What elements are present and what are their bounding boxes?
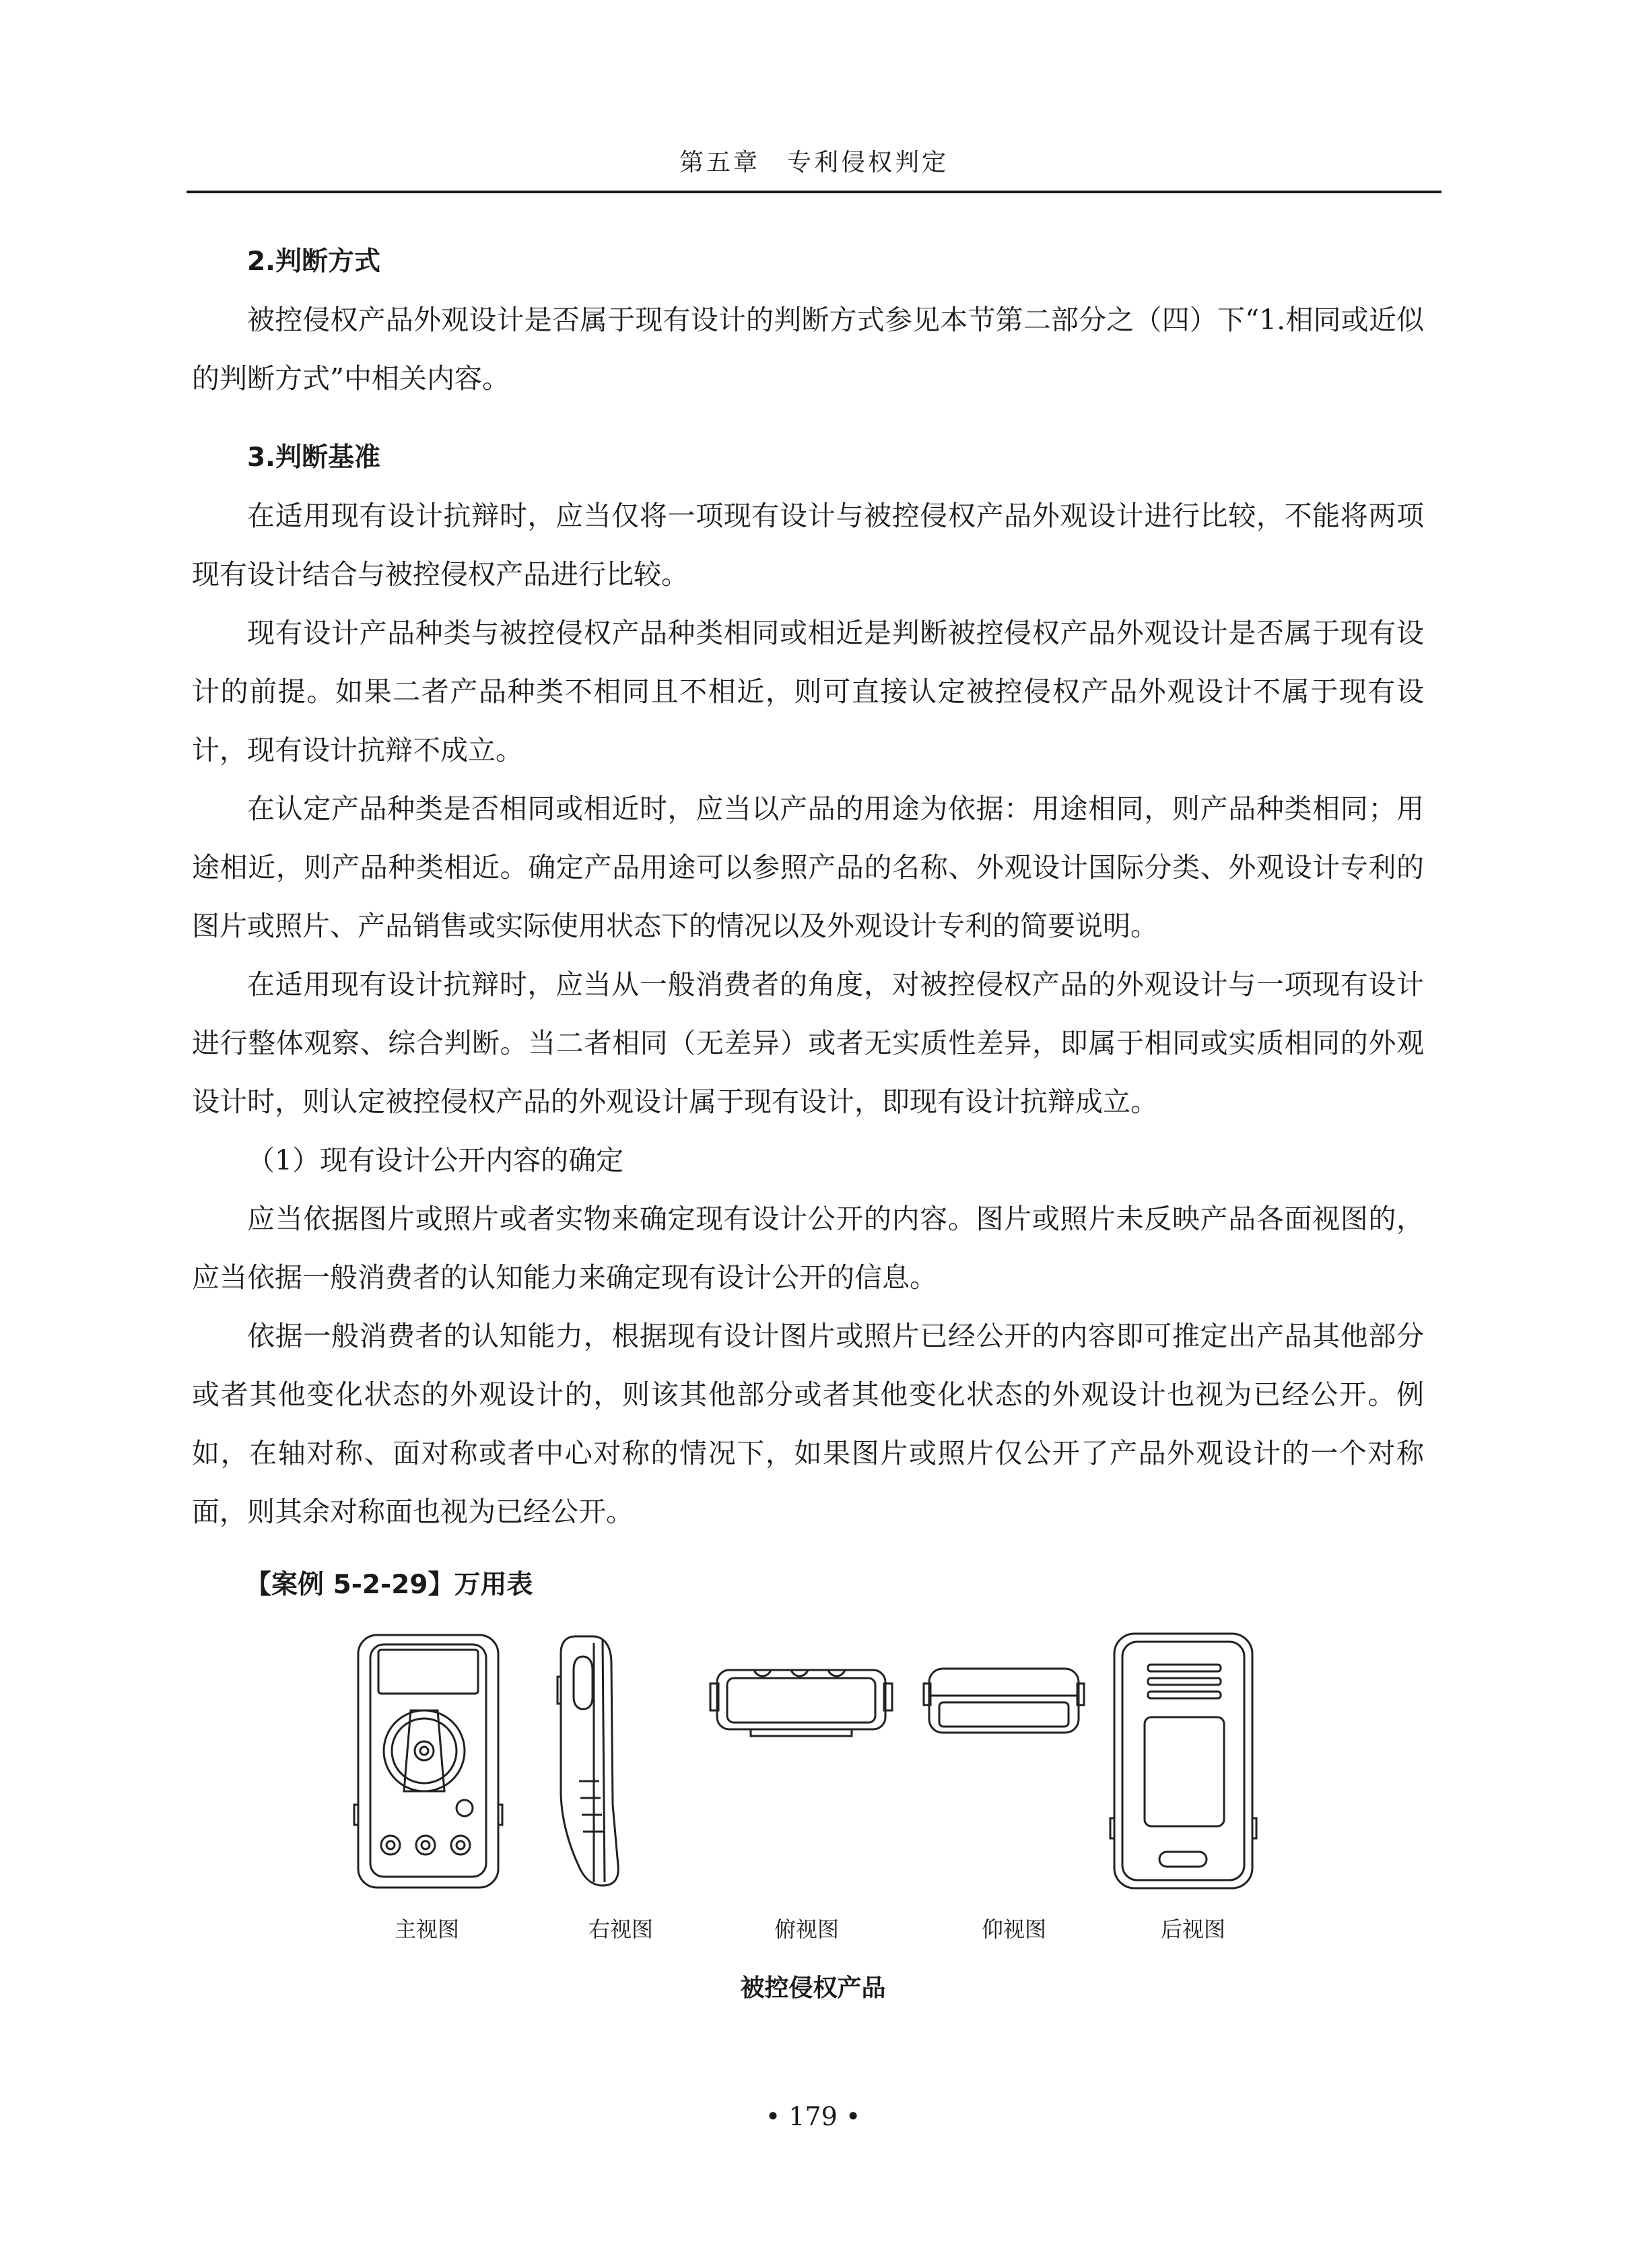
view-label-back: 后视图 bbox=[1160, 1916, 1226, 1942]
paragraph: 现有设计产品种类与被控侵权产品种类相同或相近是判断被控侵权产品外观设计是否属于现有设计的前提。如果二者产品种类不相同且不相近，则可直接认定被控侵权产品外观设计不属于现有设计，现有设计抗辩不成立。 bbox=[192, 617, 1424, 766]
paragraph: 被控侵权产品外观设计是否属于现有设计的判断方式参见本节第二部分之（四）下“1.相同或近似的判断方式”中相关内容。 bbox=[192, 304, 1424, 395]
paragraph: 在认定产品种类是否相同或相近时，应当以产品的用途为依据：用途相同，则产品种类相同；用途相近，则产品种类相近。确定产品用途可以参照产品的名称、外观设计国际分类、外观设计专利的图片或照片、产品销售或实际使用状态下的情况以及外观设计专利的简要说明。 bbox=[192, 793, 1424, 942]
front-view-drawing bbox=[354, 1635, 502, 1888]
paragraph: 在适用现有设计抗辩时，应当仅将一项现有设计与被控侵权产品外观设计进行比较，不能将两项现有设计结合与被控侵权产品进行比较。 bbox=[192, 500, 1424, 591]
paragraph: 在适用现有设计抗辩时，应当从一般消费者的角度，对被控侵权产品的外观设计与一项现有设计进行整体观察、综合判断。当二者相同（无差异）或者无实质性差异，即属于相同或实质相同的外观设计时，则认定被控侵权产品的外观设计属于现有设计，即现有设计抗辩成立。 bbox=[192, 968, 1424, 1118]
page-number: • 179 • bbox=[765, 2102, 861, 2131]
figure-caption: 被控侵权产品 bbox=[740, 1974, 886, 2002]
case-title: 【案例 5-2-29】万用表 bbox=[245, 1570, 533, 1600]
paragraph: 依据一般消费者的认知能力，根据现有设计图片或照片已经公开的内容即可推定出产品其他部分或者其他变化状态的外观设计的，则该其他部分或者其他变化状态的外观设计也视为已经公开。例如，在轴对称、面对称或者中心对称的情况下，如果图片或照片仅公开了产品外观设计的一个对称面，则其余对称面也视为已经公开。 bbox=[192, 1320, 1424, 1528]
top-view-drawing bbox=[710, 1670, 892, 1736]
sub-heading: （1）现有设计公开内容的确定 bbox=[247, 1144, 624, 1176]
back-view-drawing bbox=[1110, 1634, 1256, 1888]
section-heading-method: 2.判断方式 bbox=[247, 246, 380, 277]
running-header: 第五章 专利侵权判定 bbox=[679, 149, 949, 176]
view-label-bottom: 仰视图 bbox=[981, 1916, 1047, 1942]
view-label-top: 俯视图 bbox=[774, 1916, 840, 1942]
multimeter-views-figure bbox=[337, 1616, 1293, 1899]
right-view-drawing bbox=[557, 1636, 618, 1886]
view-label-right: 右视图 bbox=[588, 1916, 654, 1942]
body-text bbox=[192, 232, 1424, 1541]
section-heading-criterion: 3.判断基准 bbox=[247, 442, 380, 473]
header-rule bbox=[187, 191, 1442, 193]
bottom-view-drawing bbox=[924, 1669, 1084, 1733]
view-label-front: 主视图 bbox=[394, 1916, 460, 1942]
paragraph: 应当依据图片或照片或者实物来确定现有设计公开的内容。图片或照片未反映产品各面视图的，应当依据一般消费者的认知能力来确定现有设计公开的信息。 bbox=[192, 1203, 1424, 1294]
